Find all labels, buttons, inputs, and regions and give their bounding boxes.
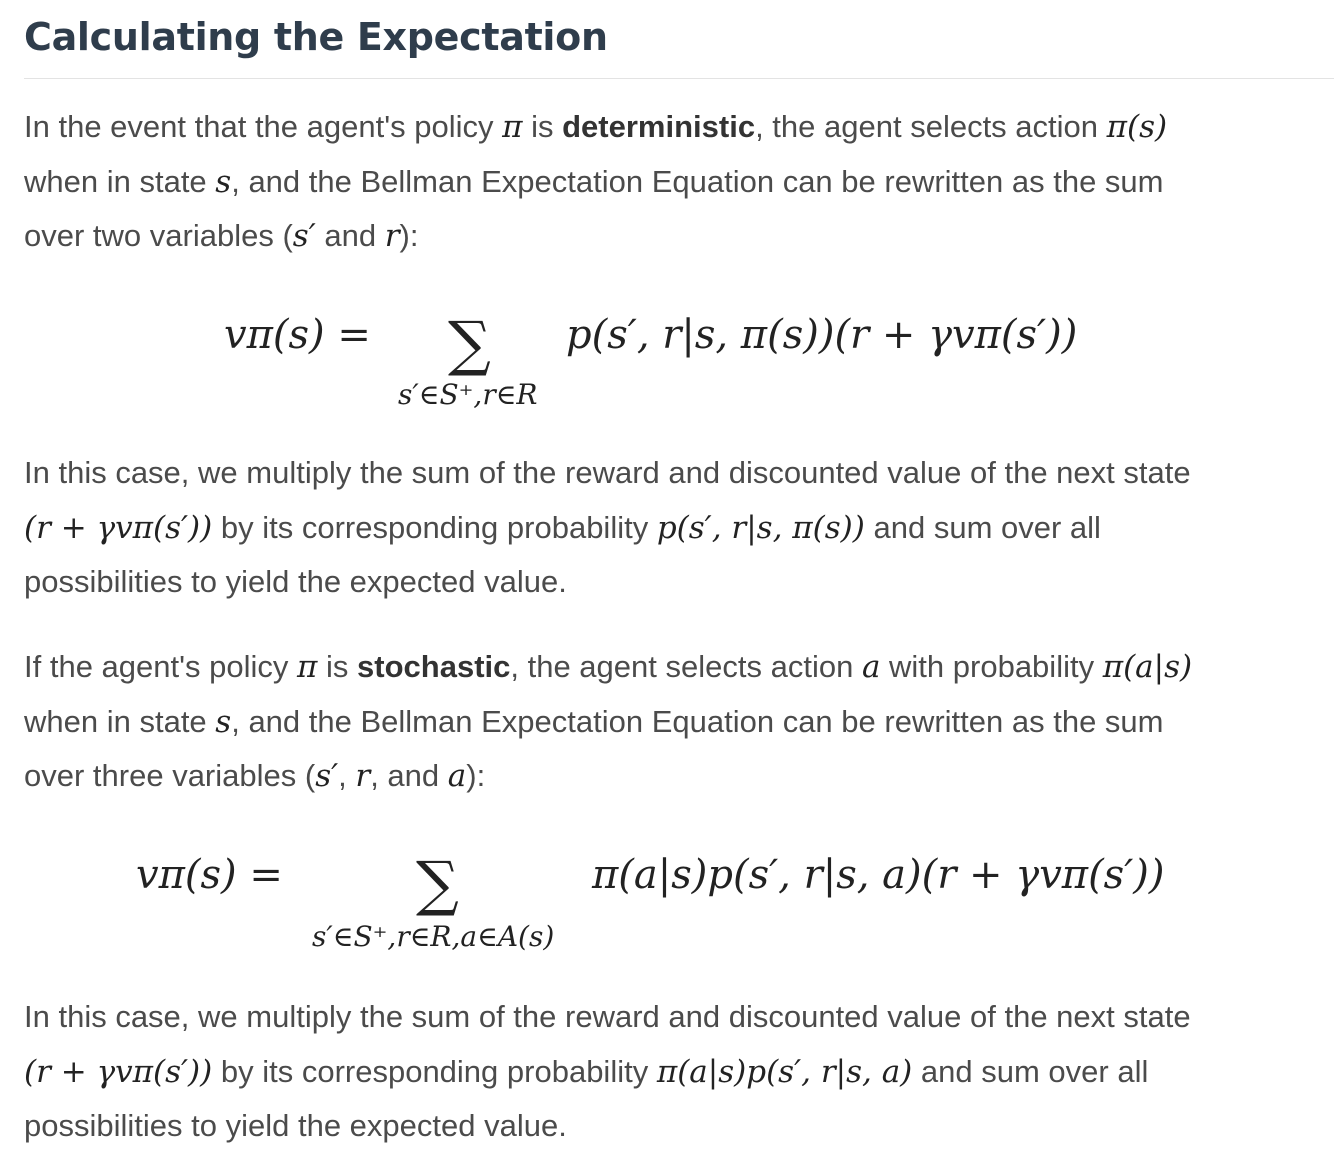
text: with probability <box>880 649 1103 684</box>
math-pi: π <box>297 649 318 685</box>
math-probability-term: π(a|s)p(s′, r|s, a) <box>656 1053 913 1090</box>
math-s: s <box>215 163 232 200</box>
section-title: Calculating the Expectation <box>24 15 608 59</box>
math-pi-a-given-s: π(a|s) <box>1102 649 1193 685</box>
text: is <box>317 649 358 684</box>
text: In this case, we multiply the sum of the reward and discounted value of the next state <box>24 455 1191 490</box>
text: In the event that the agent's policy <box>24 109 503 144</box>
text: and sum over all <box>864 509 1101 545</box>
paragraph-deterministic-explanation <box>24 446 1324 610</box>
math-s: s <box>215 703 232 740</box>
math-r: r <box>384 218 400 254</box>
text: , and the Bellman Expectation Equation can be rewritten as the sum <box>231 703 1164 739</box>
text: If the agent's policy <box>24 649 298 684</box>
sum-symbol: ∑ <box>448 309 491 379</box>
text: over three variables ( <box>24 758 316 793</box>
equation-deterministic <box>24 300 1324 420</box>
text: possibilities to yield the expected value. <box>24 1108 567 1143</box>
eq2-rhs: π(a|s)p(s′, r|s, a)(r + γvπ(s′)) <box>592 852 1165 898</box>
text: ): <box>466 758 486 793</box>
eq2-lhs: vπ(s) = <box>136 852 283 898</box>
math-s-prime: s′ <box>292 218 316 254</box>
text: possibilities to yield the expected value. <box>24 564 567 599</box>
paragraph-stochastic <box>24 640 1324 804</box>
math-probability-term: p(s′, r|s, π(s)) <box>656 509 865 546</box>
equation-stochastic <box>24 840 1324 960</box>
paragraph-deterministic <box>24 100 1324 264</box>
text: , and the Bellman Expectation Equation can be rewritten as the sum <box>231 163 1164 199</box>
eq1-lhs: vπ(s) = <box>224 312 371 358</box>
math-pi-of-s: π(s) <box>1106 109 1168 145</box>
math-pi: π <box>502 109 523 145</box>
text: In this case, we multiply the sum of the reward and discounted value of the next state <box>24 999 1191 1034</box>
math-s-prime: s′ <box>315 758 339 794</box>
text: by its corresponding probability <box>212 509 657 545</box>
text: and sum over all <box>912 1053 1149 1089</box>
math-a: a <box>861 649 881 685</box>
eq1-sum-subscript: s′∈S⁺,r∈R <box>398 378 538 411</box>
text: when in state <box>24 703 216 739</box>
text: when in state <box>24 163 216 199</box>
math-a: a <box>447 758 467 794</box>
text: by its corresponding probability <box>212 1053 657 1089</box>
text: , <box>338 758 356 793</box>
title-divider <box>24 78 1334 79</box>
bold-deterministic: deterministic <box>562 109 756 144</box>
text: and <box>315 218 385 253</box>
sum-symbol: ∑ <box>416 849 459 919</box>
math-return-term: (r + γvπ(s′)) <box>24 509 213 546</box>
eq2-sum-subscript: s′∈S⁺,r∈R,a∈A(s) <box>312 920 555 953</box>
text: is <box>522 109 563 144</box>
eq1-rhs: p(s′, r|s, π(s))(r + γvπ(s′)) <box>566 312 1078 358</box>
bold-stochastic: stochastic <box>357 649 511 684</box>
text: ): <box>399 218 419 253</box>
math-r: r <box>355 758 371 794</box>
text: over two variables ( <box>24 218 293 253</box>
paragraph-stochastic-explanation <box>24 990 1324 1154</box>
math-return-term: (r + γvπ(s′)) <box>24 1053 213 1090</box>
text: , the agent selects action <box>510 649 862 684</box>
text: , the agent selects action <box>755 109 1107 144</box>
text: , and <box>370 758 448 793</box>
